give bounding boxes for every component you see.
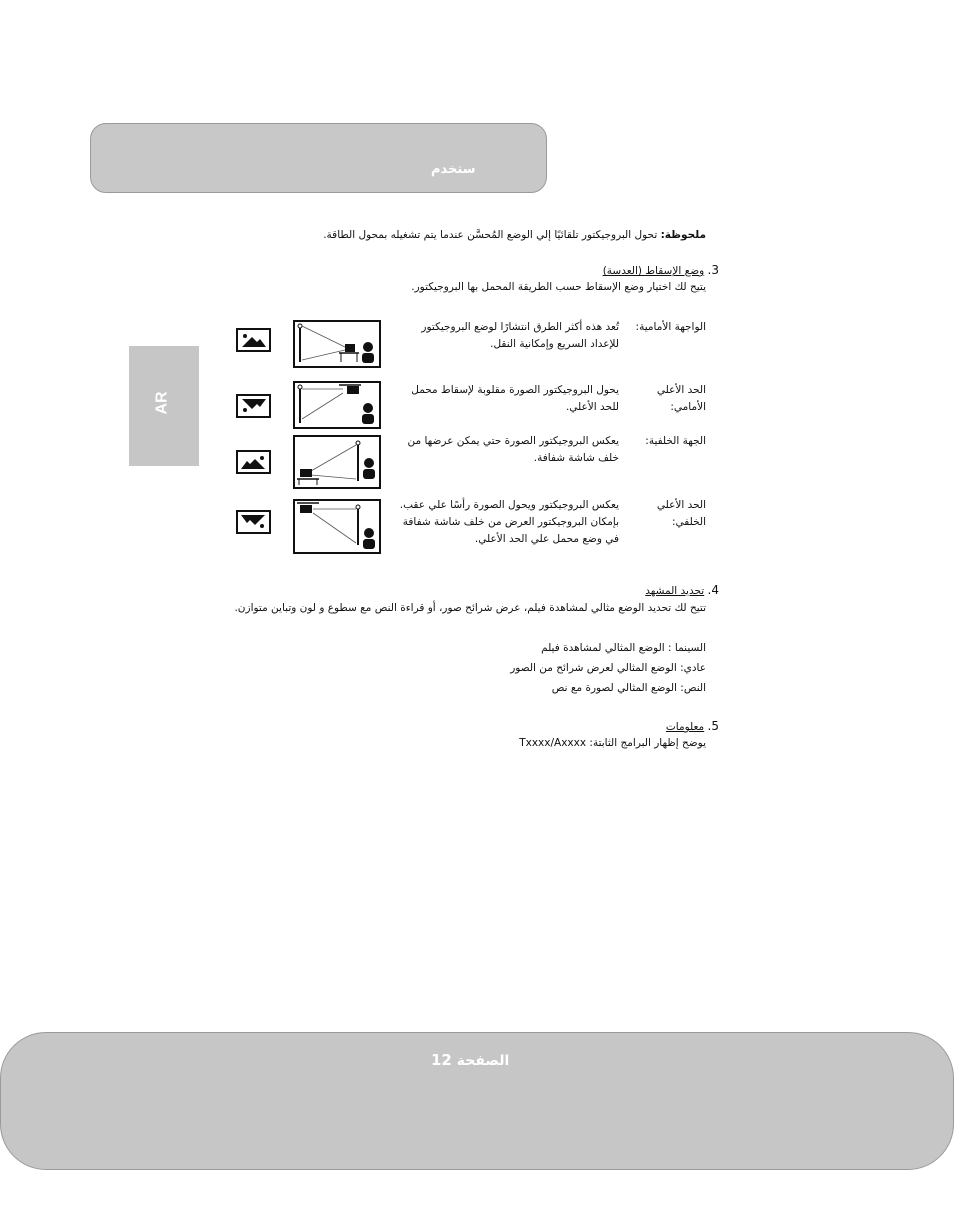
- mode-rear-icon: [236, 450, 271, 474]
- mode-front-label: الواجهة الأمامية:: [635, 321, 706, 333]
- mode-front-icon: [236, 328, 271, 352]
- page-indicator: [431, 1051, 509, 1069]
- section4-heading: [419, 582, 719, 600]
- mode-front-ceiling-icon: [236, 394, 271, 418]
- header-tab-title: ستخدم: [431, 162, 476, 177]
- section3-number: 3.: [707, 263, 719, 277]
- section5-title: معلومات: [665, 721, 705, 733]
- footer-bar: [0, 1032, 954, 1170]
- front-diagram: [293, 320, 381, 368]
- page-number: 12: [431, 1051, 452, 1069]
- section5-number: 5.: [707, 719, 719, 733]
- section3-desc: يتيح لك اختيار وضع الإسقاط حسب الطريقة المحمل بها البروجيكتور.: [411, 281, 706, 293]
- language-label: AR: [153, 391, 171, 415]
- mode-rear-label: الجهة الخلفية:: [645, 435, 706, 447]
- mode-rear-ceiling-desc: يعكس البروجيكتور ويحول الصورة رأسًا علي عقب. بإمكان البروجيكتور العرض من خلف شاشة شفافة في وضع محمل علي الحد الأعلي.: [399, 499, 619, 545]
- note-paragraph: [206, 227, 706, 244]
- mode-rear-ceiling-icon: [236, 510, 271, 534]
- mode-front-ceiling-label: الحد الأعلي الأمامي:: [656, 384, 706, 413]
- section5-heading: [419, 718, 719, 736]
- mode-rear-ceiling-label: الحد الأعلي الخلفي:: [656, 499, 706, 528]
- section3-title: وضع الإسقاط (العدسة): [602, 265, 705, 277]
- mode-rear-desc: يعكس البروجيكتور الصورة حتي يمكن عرضها من خلف شاشة شفافة.: [407, 435, 619, 464]
- mode-front-ceiling-desc: يحول البروجيكتور الصورة مقلوبة لإسقاط محمل للحد الأعلي.: [411, 384, 619, 413]
- language-side-tab: [129, 346, 199, 466]
- header-tab: [90, 123, 547, 193]
- section4-title: تحديد المشهد: [645, 585, 705, 597]
- rear-diagram: [293, 435, 381, 489]
- scene-item-normal: عادي: الوضع المثالي لعرض شرائح من الصور: [510, 662, 706, 674]
- note-bold: ملحوظة:: [660, 229, 706, 241]
- page-label: الصفحة: [456, 1053, 510, 1069]
- section5-desc: يوضح إظهار البرامج الثابتة: Txxxx/Axxxx: [519, 737, 706, 749]
- front-ceiling-diagram: [293, 381, 381, 429]
- scene-item-text: النص: الوضع المثالي لصورة مع نص: [551, 682, 706, 694]
- scene-item-cinema: السينما : الوضع المثالي لمشاهدة فيلم: [541, 642, 706, 654]
- note-text: تحول البروجيكتور تلقائيًا إلي الوضع المُحسَّن عندما يتم تشغيله بمحول الطاقة.: [323, 229, 661, 241]
- section4-desc: تتيح لك تحديد الوضع مثالي لمشاهدة فيلم، عرض شرائح صور، أو قراءة النص مع سطوع و لون وتباين متوازن.: [234, 602, 706, 614]
- section3-heading: [419, 262, 719, 280]
- section4-number: 4.: [707, 583, 719, 597]
- rear-ceiling-diagram: [293, 499, 381, 554]
- mode-front-desc: تُعد هذه أكثر الطرق انتشارًا لوضع البروجيكتور للإعداد السريع وإمكانية النقل.: [421, 321, 619, 350]
